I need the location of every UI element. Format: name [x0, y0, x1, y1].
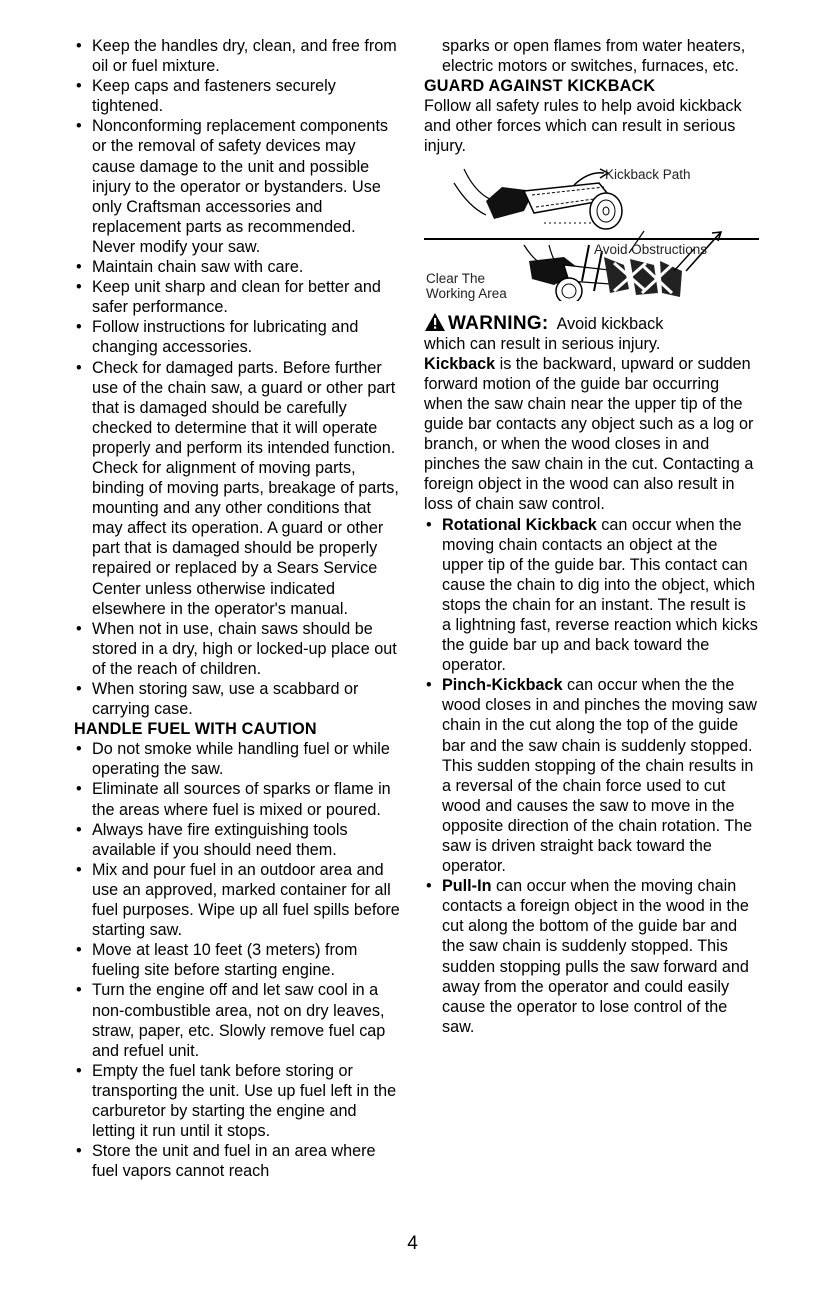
avoid-obstructions-label: Avoid Obstructions [594, 241, 708, 257]
list-item: • Empty the fuel tank before storing or transporting the unit. Use up fuel left in the carburetor by starting the engine and letting it run until it stops. [74, 1061, 402, 1141]
list-item: • Move at least 10 feet (3 meters) from fueling site before starting engine. [74, 940, 402, 980]
page-number: 4 [407, 1233, 418, 1254]
list-item: • Turn the engine off and let saw cool in a non-combustible area, not on dry leaves, straw, paper, etc. Slowly remove fuel cap and refuel unit. [74, 980, 402, 1060]
kickback-heading: GUARD AGAINST KICKBACK [424, 77, 656, 96]
list-item: • Check for damaged parts. Before further use of the chain saw, a guard or other part that is damaged should be carefully checked to determine that it will operate properly and perform its intended function. Check for alignment of moving parts, binding of moving parts, breakage of parts, mounting and any other conditions that may affect its operation. A guard or other part that is damaged should be properly repaired or replaced by a Sears Service Center unless otherwise indicated elsewhere in the operator's manual. [74, 358, 402, 619]
clear-area-label-line1: Clear The [426, 270, 486, 286]
rotational-kickback-term: Rotational Kickback [442, 515, 597, 534]
clear-area-label-line2: Working Area [426, 285, 507, 301]
list-item [424, 515, 759, 676]
list-item: • When not in use, chain saws should be stored in a dry, high or locked-up place out of the reach of children. [74, 619, 402, 679]
warning-triangle-icon [424, 312, 446, 332]
kickback-intro: Follow all safety rules to help avoid kickback and other forces which can result in serious injury. [424, 97, 742, 156]
warning-block [424, 309, 759, 334]
fuel-list [74, 739, 402, 1181]
right-column [424, 36, 759, 1037]
continued-text: sparks or open flames from water heaters, electric motors or switches, furnaces, etc. [442, 37, 746, 76]
list-item: • Follow instructions for lubricating and changing accessories. [74, 317, 402, 357]
kickback-illustration [424, 161, 759, 301]
warning-text [424, 334, 759, 354]
list-item: • Do not smoke while handling fuel or while operating the saw. [74, 739, 402, 779]
rotational-kickback-text: can occur when the moving chain contacts an object at the upper tip of the guide bar. This contact can cause the chain to dig into the object, which stops the chain for an instant. The result is a lightning fast, reverse reaction which kicks the guide bar up and back toward the operator. [442, 515, 758, 675]
kickback-definition [424, 354, 759, 515]
fuel-heading: HANDLE FUEL WITH CAUTION [74, 720, 317, 739]
pinch-kickback-text: can occur when the the wood closes in and pinches the moving saw chain in the cut along the top of the guide bar and the saw chain is suddenly stopped. This sudden stopping of the chain results in a reversal of the chain force used to cut wood and causes the saw to move in the opposite direction of the chain rotation. The saw is driven straight back toward the operator. [442, 676, 757, 876]
list-item: • Keep unit sharp and clean for better and safer performance. [74, 277, 402, 317]
list-item: • Keep caps and fasteners securely tightened. [74, 76, 402, 116]
list-item: • Eliminate all sources of sparks or flame in the areas where fuel is mixed or poured. [74, 779, 402, 819]
kickback-path-label: Kickback Path [605, 166, 691, 182]
warning-lead: Avoid kickback [556, 314, 664, 333]
warning-label: WARNING: [448, 312, 549, 334]
pull-in-text: can occur when the moving chain contacts a foreign object in the wood in the cut along the bottom of the guide bar and the saw chain is suddenly stopped. This sudden stopping pulls the saw forward and away from the operator and could easily cause the operator to lose control of the saw. [442, 877, 749, 1036]
list-item: • Maintain chain saw with care. [74, 257, 402, 277]
list-item: • Keep the handles dry, clean, and free from oil or fuel mixture. [74, 36, 402, 76]
pinch-kickback-term: Pinch-Kickback [442, 676, 563, 695]
figure-divider [424, 238, 759, 240]
warning-text-rest: which can result in serious injury. [424, 334, 661, 353]
kickback-types-list [424, 515, 759, 1037]
list-item [424, 876, 759, 1037]
kickback-definition-text: is the backward, upward or sudden forward motion of the guide bar occurring when the saw chain near the upper tip of the guide bar contacts any object such as a log or branch, or when the wood closes in and pinches the saw chain in the cut. Contacting a foreign object in the wood can also result in loss of chain saw control. [424, 354, 754, 514]
list-item: • Nonconforming replacement components or the removal of safety devices may cause damage to the unit and possible injury to the operator or bystanders. Use only Craftsman accessories and replacement parts as recommended. Never modify your saw. [74, 116, 402, 257]
list-item [424, 675, 759, 876]
pull-in-term: Pull-In [442, 877, 492, 896]
list-item: • Mix and pour fuel in an outdoor area and use an approved, marked container for all fuel purposes. Wipe up all fuel spills before starting saw. [74, 860, 402, 940]
list-item: • Store the unit and fuel in an area where fuel vapors cannot reach [74, 1141, 402, 1181]
list-item: • Always have fire extinguishing tools available if you should need them. [74, 820, 402, 860]
maintenance-list [74, 36, 402, 719]
left-column [74, 36, 402, 1181]
kickback-path-drawing [454, 169, 622, 229]
kickback-term: Kickback [424, 354, 496, 373]
list-item: • When storing saw, use a scabbard or carrying case. [74, 679, 402, 719]
